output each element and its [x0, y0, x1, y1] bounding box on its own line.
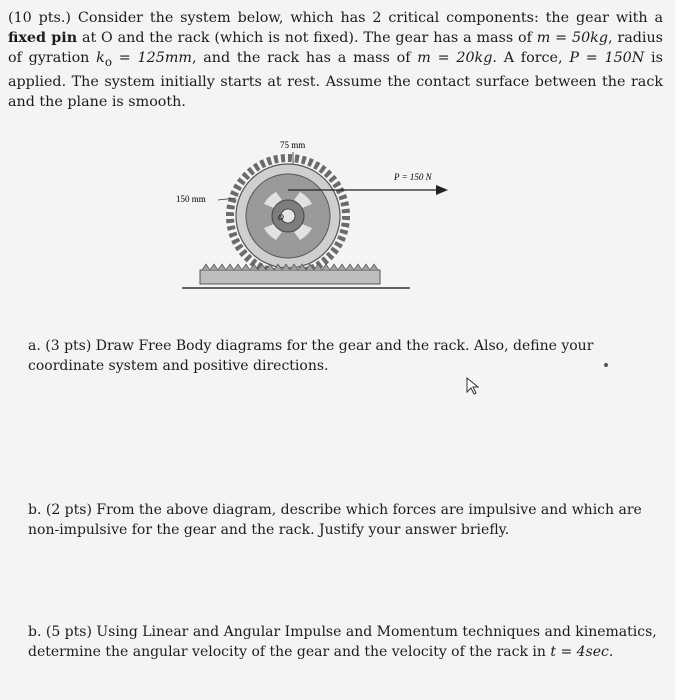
stray-mark	[604, 363, 608, 367]
problem-text: , and the rack has a mass of	[191, 50, 418, 66]
question-b	[28, 500, 658, 540]
force-label: P = 150 N	[394, 172, 432, 182]
question-c-end: .	[608, 644, 614, 660]
gyration-value: = 125mm	[112, 50, 192, 66]
gear-mass: m = 50kg	[536, 30, 608, 46]
force-arrowhead	[436, 185, 448, 195]
gear	[230, 158, 346, 274]
applied-force: P = 150N	[569, 50, 645, 66]
question-a	[28, 336, 658, 376]
question-c	[28, 622, 658, 662]
gyration-subscript: o	[104, 54, 113, 69]
problem-text: Consider the system below, which has 2 critical components: the gear with a	[71, 10, 664, 26]
question-a-text: a. (3 pts) Draw Free Body diagrams for the gear and the rack. Also, define your coordinate system and positive directions.	[28, 338, 594, 374]
problem-statement	[8, 8, 663, 112]
problem-text: , radius of gyration	[8, 30, 664, 66]
rack-mass: m = 20kg	[417, 50, 493, 66]
gyration-symbol: k	[96, 50, 105, 66]
problem-text: . A force,	[492, 50, 570, 66]
problem-bold-text: fixed pin	[8, 30, 78, 46]
question-c-text: b. (5 pts) Using Linear and Angular Impulse and Momentum techniques and kinematics, determine the angular velocity of the gear and the velocity of the rack in	[28, 624, 657, 660]
mouse-pointer-icon	[464, 376, 484, 396]
dim-75mm-label: 75 mm	[280, 140, 306, 150]
pin-o-label: O	[278, 213, 284, 222]
dim-150mm-label: 150 mm	[176, 194, 206, 204]
problem-text: is applied. The system initially starts at rest. Assume the contact surface between the rack and the plane is smooth.	[8, 50, 663, 110]
problem-points: (10 pts.)	[8, 10, 72, 26]
rack-body	[200, 270, 380, 284]
problem-text: at O and the rack (which is not fixed). The gear has a mass of	[77, 30, 537, 46]
question-c-time: t = 4sec	[550, 644, 609, 660]
gear-rack-diagram	[160, 130, 460, 300]
question-b-text: b. (2 pts) From the above diagram, describe which forces are impulsive and which are non-impulsive for the gear and the rack. Justify your answer briefly.	[28, 502, 642, 538]
